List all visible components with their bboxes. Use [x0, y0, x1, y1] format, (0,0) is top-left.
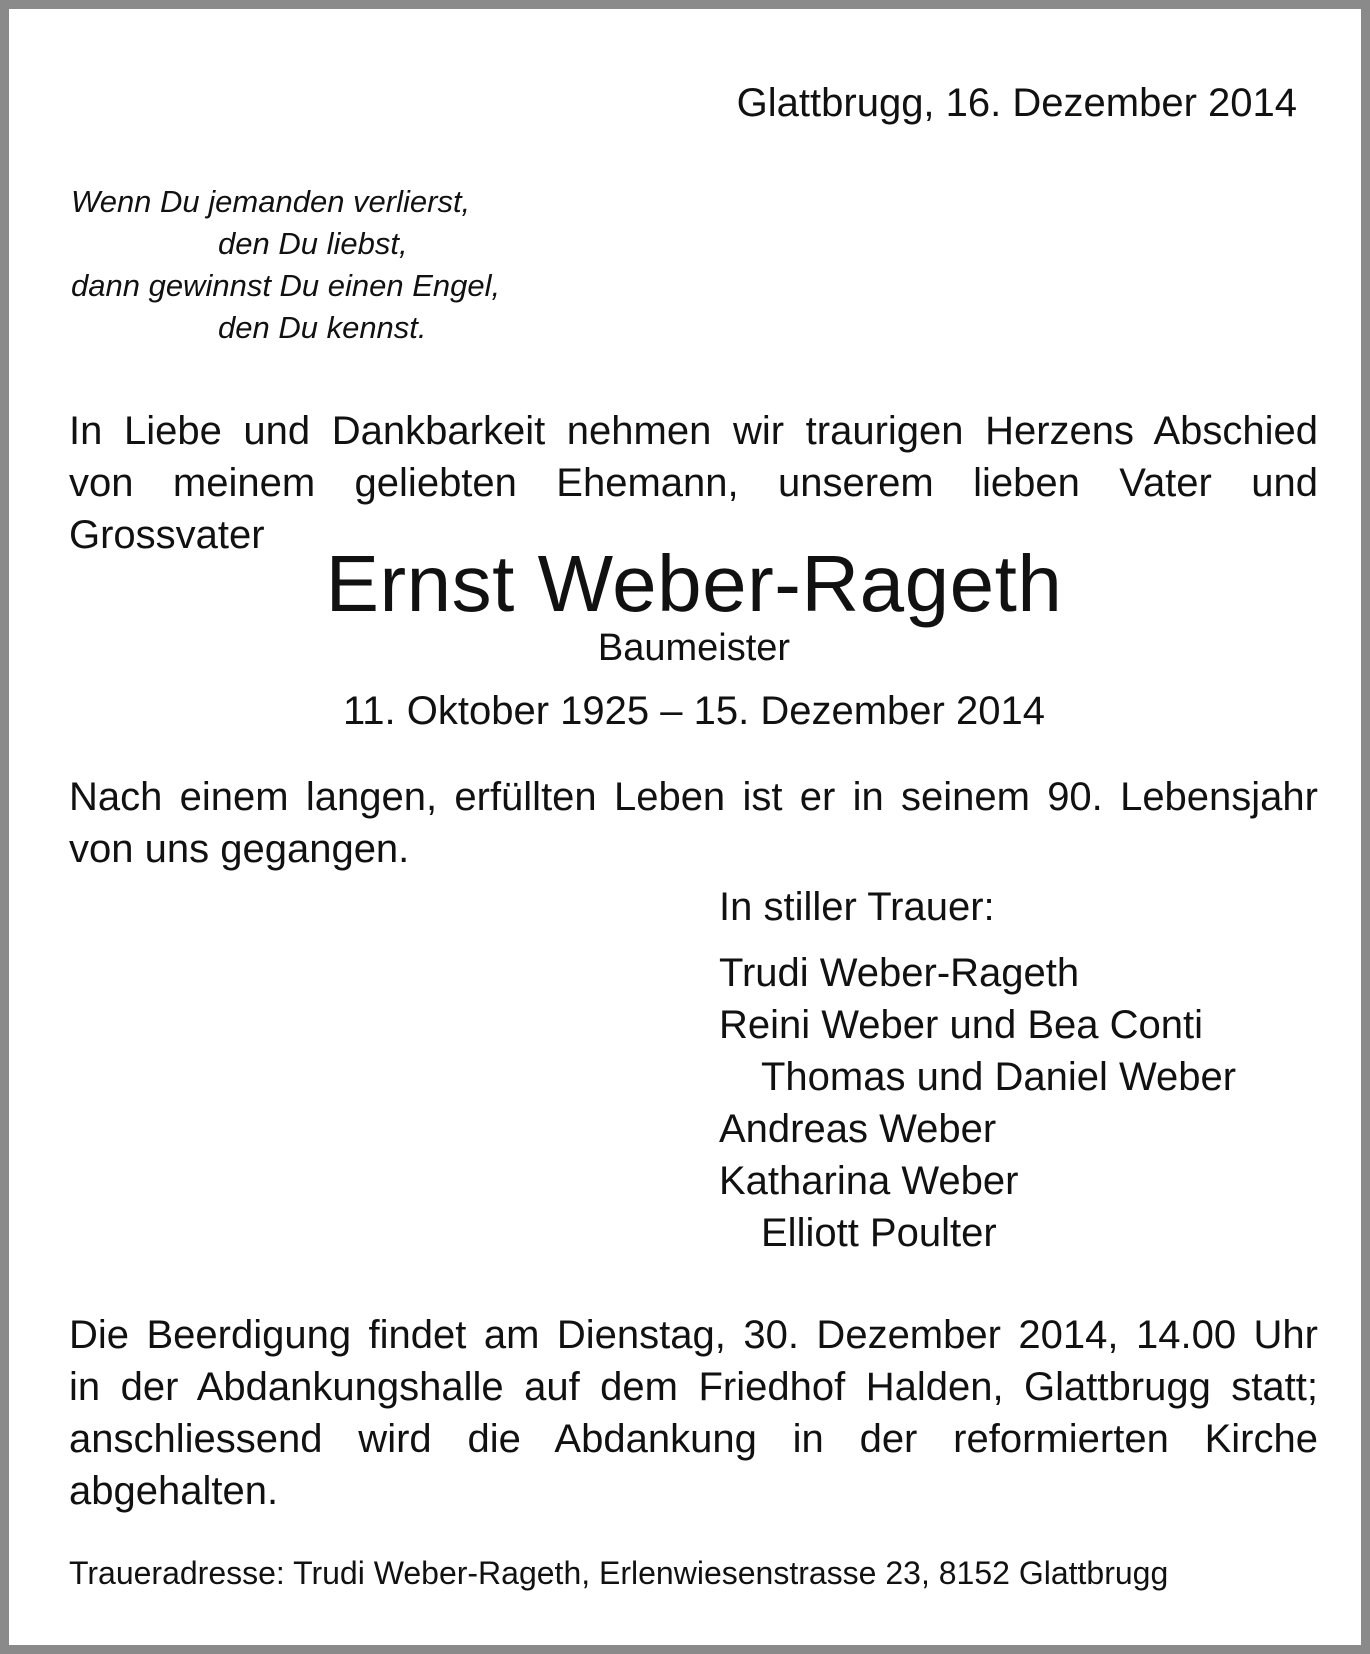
deceased-profession: Baumeister — [597, 627, 791, 669]
mourner-name: Andreas Weber — [719, 1107, 997, 1151]
poem-line: den Du kennst. — [218, 310, 427, 345]
place-date: Glattbrugg, 16. Dezember 2014 — [736, 81, 1297, 125]
mourner-name: Reini Weber und Bea Conti — [719, 1003, 1203, 1047]
intro-line: In Liebe und Dankbarkeit nehmen wir traurigen Herzens Abschied — [69, 409, 1318, 453]
poem-line: Wenn Du jemanden verlierst, — [71, 184, 471, 219]
intro-paragraph — [69, 405, 1318, 561]
intro-line: von meinem geliebten Ehemann, unserem lieben Vater und Grossvater — [69, 461, 1318, 557]
life-line: von uns gegangen. — [69, 827, 410, 871]
poem — [71, 181, 500, 349]
funeral-line: abgehalten. — [69, 1469, 279, 1513]
poem-line: den Du liebst, — [218, 226, 408, 261]
funeral-line: Die Beerdigung findet am Dienstag, 30. Dezember 2014, 14.00 Uhr — [69, 1313, 1318, 1357]
funeral-line: in der Abdankungshalle auf dem Friedhof Halden, Glattbrugg statt; — [69, 1365, 1318, 1409]
poem-line: dann gewinnst Du einen Engel, — [71, 268, 501, 303]
funeral-line: anschliessend wird die Abdankung in der reformierten Kirche — [69, 1417, 1318, 1461]
mourner-name: Katharina Weber — [719, 1159, 1019, 1203]
mourners-heading: In stiller Trauer: — [719, 885, 995, 929]
mourners-list — [719, 881, 1236, 1259]
life-line: Nach einem langen, erfüllten Leben ist er in seinem 90. Lebensjahr — [69, 775, 1318, 819]
mourner-name: Trudi Weber-Rageth — [719, 951, 1080, 995]
life-paragraph — [69, 771, 1318, 875]
mourner-name: Elliott Poulter — [761, 1211, 997, 1255]
deceased-name: Ernst Weber-Rageth — [325, 539, 1063, 628]
deceased-lifespan: 11. Oktober 1925 – 15. Dezember 2014 — [343, 689, 1045, 733]
mourner-name: Thomas und Daniel Weber — [761, 1055, 1237, 1099]
mourning-address: Traueradresse: Trudi Weber-Rageth, Erlenwiesenstrasse 23, 8152 Glattbrugg — [69, 1555, 1169, 1591]
funeral-paragraph — [69, 1309, 1318, 1517]
